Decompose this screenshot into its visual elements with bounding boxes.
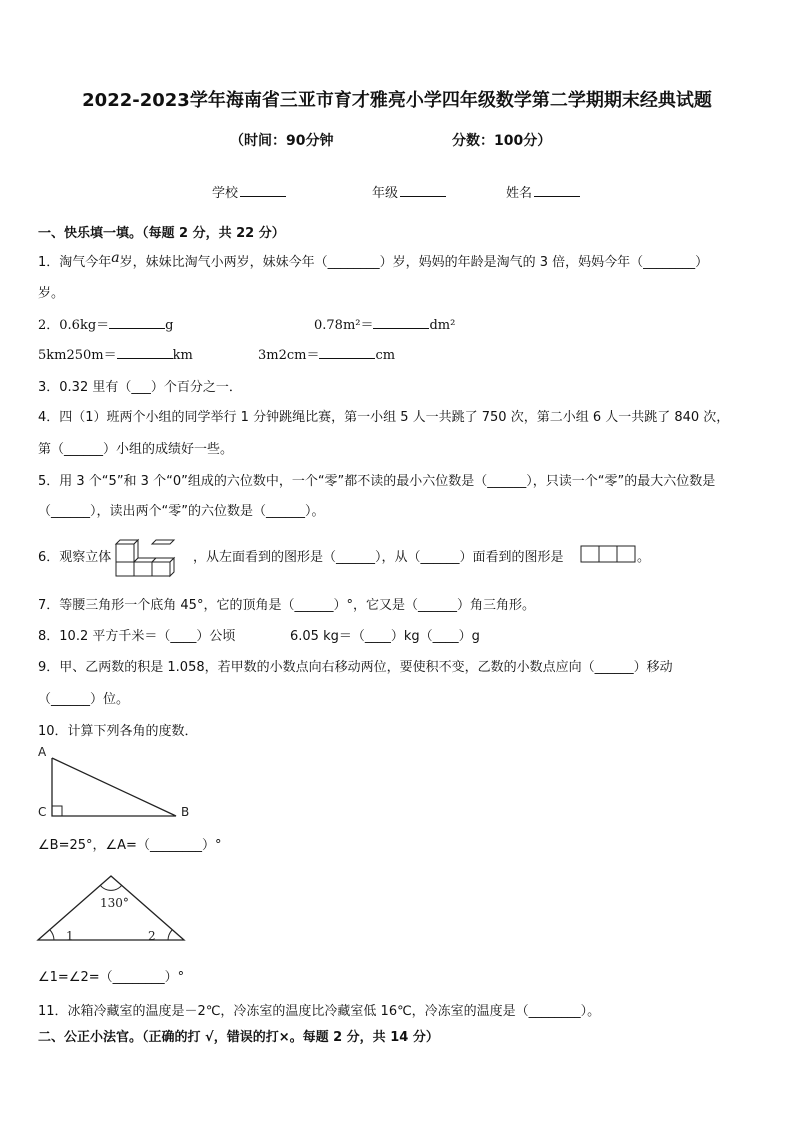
name-field[interactable]: [506, 182, 580, 201]
apex-angle-label: 130°: [100, 896, 129, 910]
question-10-answer-1: ∠B=25°，∠A=（________）°: [38, 838, 222, 853]
school-label: 学校: [212, 186, 239, 201]
question-4-line2: 第（______）小组的成绩好一些。: [38, 442, 234, 457]
q2-item-c: [38, 344, 193, 363]
isosceles-triangle-figure: [34, 870, 199, 944]
q2-d-unit: cm: [375, 348, 396, 363]
school-blank[interactable]: [240, 186, 286, 197]
q2-b-label: 0.78m²＝: [314, 318, 374, 333]
vertex-a-label: A: [38, 745, 47, 759]
q2-b-blank[interactable]: [373, 317, 429, 329]
q2-d-blank[interactable]: [319, 347, 375, 359]
name-blank[interactable]: [534, 186, 580, 197]
question-7: 7．等腰三角形一个底角 45°，它的顶角是（______）°，它又是（______）角三角形。: [38, 598, 535, 613]
q1-text-a: 1．淘气今年: [38, 255, 112, 270]
q1-variable: a: [111, 250, 120, 266]
q1-text-b: 岁，妹妹比淘气小两岁，妹妹今年（________）岁，妈妈的年龄是淘气的 3 倍，妈妈今年（________）: [119, 255, 709, 270]
section-1-heading: 一、快乐填一填。（每题 2 分，共 22 分）: [38, 226, 285, 241]
question-11: 11．冰箱冷藏室的温度是－2℃，冷冻室的温度比冷藏室低 16℃，冷冻室的温度是（________）。: [38, 1004, 601, 1019]
school-field[interactable]: [212, 182, 286, 201]
section-2-heading: 二、公正小法官。（正确的打 √，错误的打×。每题 2 分，共 14 分）: [38, 1030, 439, 1045]
q2-item-b: [314, 314, 455, 333]
question-8-part-a: 8．10.2 平方千米＝（____）公顷: [38, 629, 236, 644]
cube-solid-figure: [114, 528, 186, 580]
q2-c-unit: km: [172, 348, 193, 363]
question-5-line2: （______），读出两个“零”的六位数是（______）。: [38, 504, 325, 519]
page-title: 2022-2023学年海南省三亚市育才雅亮小学四年级数学第二学期期末经典试题: [82, 90, 712, 111]
question-5-line1: 5．用 3 个“5”和 3 个“0”组成的六位数中，一个“零”都不读的最小六位数是（______），只读一个“零”的最大六位数是: [38, 474, 716, 489]
three-square-view-figure: [580, 545, 638, 563]
grade-blank[interactable]: [400, 186, 446, 197]
exam-score: 分数：100分）: [452, 133, 552, 149]
grade-label: 年级: [372, 186, 399, 201]
grade-field[interactable]: [372, 182, 446, 201]
exam-time: （时间：90分钟: [230, 133, 334, 149]
question-3: 3．0.32 里有（___）个百分之一．: [38, 380, 242, 395]
question-4-line1: 4．四（1）班两个小组的同学举行 1 分钟跳绳比赛，第一小组 5 人一共跳了 750 次，第二小组 6 人一共跳了 840 次，: [38, 410, 730, 425]
vertex-b-label: B: [181, 805, 190, 819]
question-10: 10．计算下列各角的度数．: [38, 724, 198, 739]
question-9-line2: （______）位。: [38, 692, 130, 707]
q6-text-c: 。: [637, 550, 651, 565]
name-label: 姓名: [506, 186, 533, 201]
question-10-answer-2: ∠1=∠2=（________）°: [38, 970, 185, 985]
q2-item-a: [38, 314, 173, 333]
q6-text-b: ，从左面看到的图形是（______），从（______）面看到的图形是: [193, 550, 564, 565]
q2-a-label: 2．0.6kg＝: [38, 318, 110, 333]
angle-2-label: 2: [148, 929, 156, 943]
right-triangle-figure: [34, 742, 204, 822]
q2-a-blank[interactable]: [109, 317, 165, 329]
q6-text-a: 6．观察立体: [38, 550, 112, 565]
q2-d-label: 3m2cm＝: [258, 348, 320, 363]
question-8-part-b: 6.05 kg＝（____）kg（____）g: [290, 629, 480, 644]
question-1: [38, 250, 708, 270]
q1-text-c: 岁。: [38, 286, 65, 301]
vertex-c-label: C: [38, 805, 47, 819]
q2-b-unit: dm²: [429, 318, 456, 333]
q2-a-unit: g: [165, 318, 174, 333]
question-9-line1: 9．甲、乙两数的积是 1.058，若甲数的小数点向右移动两位，要使积不变，乙数的小数点应向（______）移动: [38, 660, 673, 675]
q2-item-d: [258, 344, 395, 363]
q2-c-label: 5km250m＝: [38, 348, 117, 363]
angle-1-label: 1: [66, 929, 74, 943]
q2-c-blank[interactable]: [117, 347, 173, 359]
